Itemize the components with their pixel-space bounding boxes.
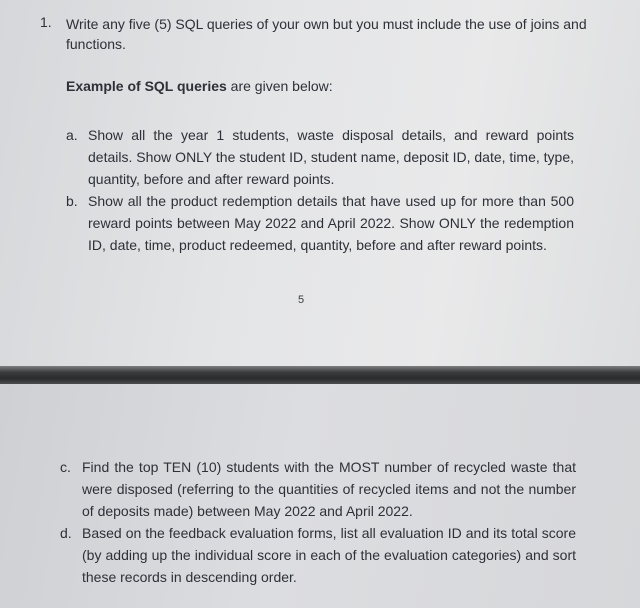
list-marker: b. (66, 193, 78, 209)
example-heading-bold: Example of SQL queries (66, 78, 227, 94)
example-heading-rest: are given below: (226, 78, 333, 94)
question-text: Write any five (5) SQL queries of your own but you must include the use of joins and functions. (66, 16, 587, 52)
list-item-text: Show all the year 1 students, waste disposal details, and reward points details. Show ONLY the student ID, student name, deposit ID, date, time, type, quantity, before and after reward points. (88, 127, 574, 187)
list-item-text: Find the top TEN (10) students with the MOST number of recycled waste that were disposed (referring to the quantities of recycled items and not the number of deposits made) between May 2022 and April 2022. (82, 459, 576, 519)
list-item-text: Show all the product redemption details that have used up for more than 500 reward points between May 2022 and April 2022. Show ONLY the redemption ID, date, time, product redeemed, quantity, before and after reward points. (88, 193, 574, 253)
page-divider (0, 366, 640, 384)
page-number: 5 (298, 294, 305, 306)
question-number: 1. (40, 14, 52, 30)
list-item-text: Based on the feedback evaluation forms, list all evaluation ID and its total score (by adding up the individual score in each of the evaluation categories) and sort these records in descending order. (82, 525, 576, 585)
list-marker: c. (60, 459, 71, 475)
list-marker: a. (66, 127, 78, 143)
example-heading (66, 78, 333, 94)
list-marker: d. (60, 525, 72, 541)
